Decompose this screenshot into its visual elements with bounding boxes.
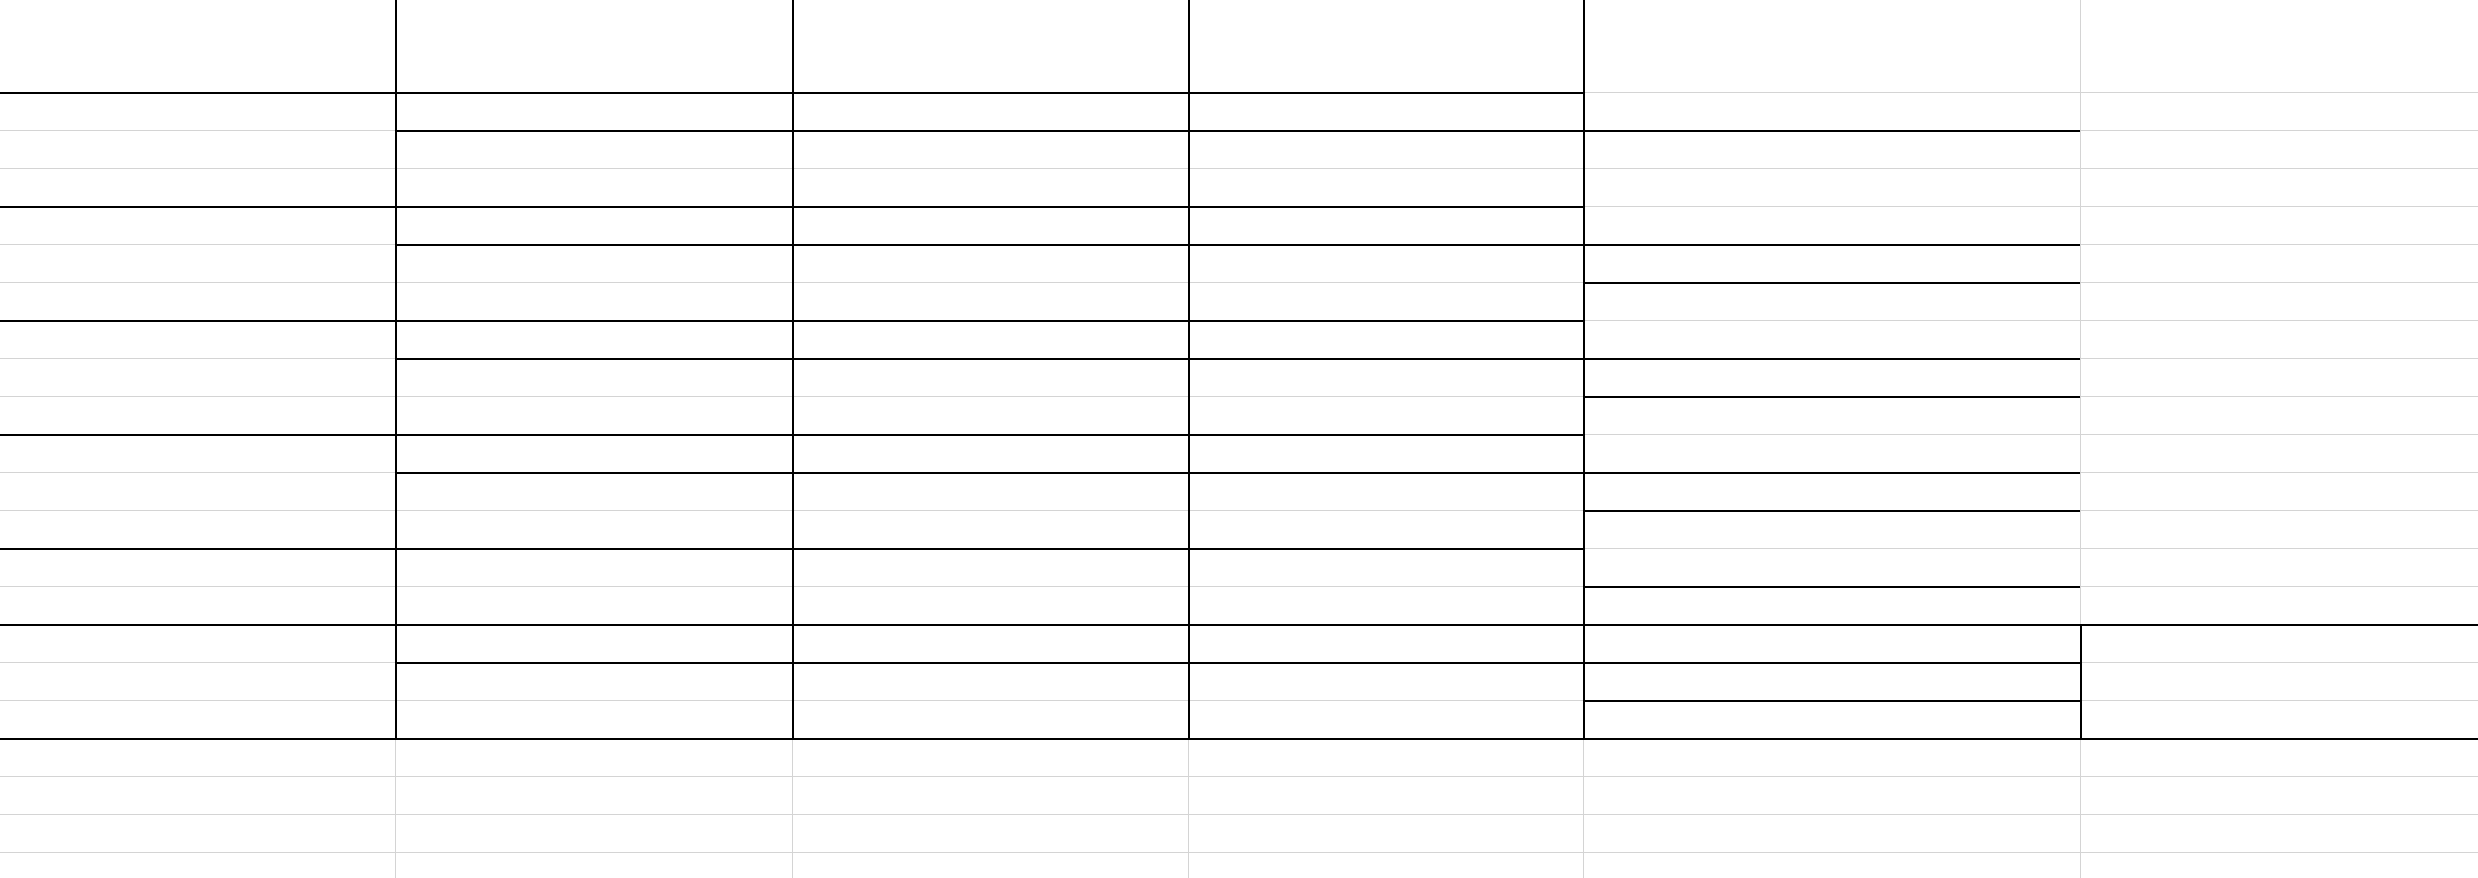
cell-risultato	[798, 177, 1184, 203]
cell-conto-con-sottorubriche	[1589, 523, 2076, 549]
cell-risultato	[798, 139, 1184, 165]
cell-risultato	[798, 443, 1184, 469]
cell-risultato	[798, 291, 1184, 317]
cell-evento	[401, 633, 788, 659]
cell-strumento	[6, 329, 391, 355]
border	[1583, 0, 1585, 738]
cell-conto-con-sottorubriche	[1589, 371, 2076, 397]
cell-strumento	[6, 519, 391, 545]
cell-risultato	[798, 519, 1184, 545]
cell-risultato	[798, 253, 1184, 279]
cell-risultato	[798, 481, 1184, 507]
cell-strumento	[6, 557, 391, 583]
border	[395, 472, 1585, 474]
border	[0, 624, 1585, 626]
cell-conto-senza-sottorubriche	[2086, 713, 2474, 739]
cell-compensazione	[1194, 633, 1579, 659]
cell-strumento	[6, 405, 391, 431]
cell-compensazione	[1194, 177, 1579, 203]
cell-risultato	[798, 101, 1184, 127]
cell-strumento	[6, 215, 391, 241]
cell-conto-senza-sottorubriche	[2086, 409, 2474, 435]
cell-conto-con-sottorubriche	[1589, 561, 2076, 587]
cell-risultato	[798, 557, 1184, 583]
border	[1583, 282, 2080, 284]
header-strumento	[6, 32, 393, 84]
cell-risultato	[798, 671, 1184, 697]
cell-conto-senza-sottorubriche	[2086, 295, 2474, 321]
cell-compensazione	[1194, 709, 1579, 735]
header-compensazione	[1194, 32, 1581, 84]
border	[1583, 738, 2080, 740]
cell-evento	[401, 291, 788, 317]
cell-conto-senza-sottorubriche	[2086, 333, 2474, 359]
header-evento	[401, 32, 790, 84]
cell-compensazione	[1194, 253, 1579, 279]
cell-compensazione	[1194, 481, 1579, 507]
cell-strumento	[6, 101, 391, 127]
border	[1583, 396, 2080, 398]
cell-evento	[401, 519, 788, 545]
cell-compensazione	[1194, 329, 1579, 355]
cell-evento	[401, 405, 788, 431]
border	[395, 244, 1585, 246]
cell-conto-senza-sottorubriche	[2086, 371, 2474, 397]
border	[792, 0, 794, 738]
cell-evento	[401, 443, 788, 469]
border	[395, 130, 1585, 132]
border	[1583, 662, 2080, 664]
cell-conto-con-sottorubriche	[1589, 599, 2076, 625]
border	[395, 0, 397, 738]
border	[0, 92, 1585, 94]
border	[1583, 244, 2080, 246]
cell-strumento	[6, 291, 391, 317]
cell-strumento	[6, 253, 391, 279]
cell-strumento	[6, 595, 391, 621]
border	[2080, 624, 2478, 626]
header-conto-con-sottorubriche	[1587, 8, 2076, 84]
cell-conto-con-sottorubriche	[1589, 257, 2076, 283]
header-conto-senza-sottorubriche	[2084, 8, 2474, 84]
cell-evento	[401, 595, 788, 621]
cell-conto-senza-sottorubriche	[2086, 257, 2474, 283]
border	[1583, 358, 2080, 360]
cell-evento	[401, 709, 788, 735]
cell-evento	[401, 481, 788, 507]
border	[1583, 624, 2080, 626]
cell-compensazione	[1194, 139, 1579, 165]
cell-conto-senza-sottorubriche	[2086, 637, 2474, 663]
border	[395, 662, 1585, 664]
cell-conto-con-sottorubriche	[1589, 447, 2076, 473]
cell-conto-con-sottorubriche	[1589, 713, 2076, 739]
cell-evento	[401, 139, 788, 165]
cell-strumento	[6, 177, 391, 203]
cell-compensazione	[1194, 405, 1579, 431]
cell-compensazione	[1194, 291, 1579, 317]
cell-conto-con-sottorubriche	[1589, 333, 2076, 359]
border	[2080, 624, 2082, 738]
border	[1583, 472, 2080, 474]
cell-strumento	[6, 709, 391, 735]
cell-risultato	[798, 633, 1184, 659]
gridline	[2080, 0, 2081, 878]
cell-conto-senza-sottorubriche	[2086, 447, 2474, 473]
cell-conto-senza-sottorubriche	[2086, 675, 2474, 701]
cell-evento	[401, 253, 788, 279]
cell-strumento	[6, 481, 391, 507]
cell-risultato	[798, 329, 1184, 355]
cell-conto-con-sottorubriche	[1589, 637, 2076, 663]
cell-conto-con-sottorubriche	[1589, 675, 2076, 701]
cell-conto-con-sottorubriche	[1589, 143, 2076, 169]
cell-conto-senza-sottorubriche	[2086, 485, 2474, 511]
cell-strumento	[6, 633, 391, 659]
cell-compensazione	[1194, 215, 1579, 241]
cell-conto-senza-sottorubriche	[2086, 143, 2474, 169]
cell-strumento	[6, 139, 391, 165]
cell-risultato	[798, 367, 1184, 393]
cell-strumento	[6, 671, 391, 697]
cell-compensazione	[1194, 101, 1579, 127]
border	[1188, 0, 1190, 738]
border	[0, 738, 1585, 740]
border	[2080, 738, 2478, 740]
cell-evento	[401, 177, 788, 203]
cell-evento	[401, 671, 788, 697]
border	[1583, 700, 2080, 702]
cell-strumento	[6, 443, 391, 469]
header-risultato	[798, 32, 1186, 84]
cell-strumento	[6, 367, 391, 393]
cell-conto-con-sottorubriche	[1589, 181, 2076, 207]
border	[1583, 510, 2080, 512]
cell-conto-senza-sottorubriche	[2086, 105, 2474, 131]
cell-risultato	[798, 709, 1184, 735]
border	[0, 320, 1585, 322]
cell-conto-senza-sottorubriche	[2086, 561, 2474, 587]
cell-compensazione	[1194, 519, 1579, 545]
border	[1583, 130, 2080, 132]
cell-conto-con-sottorubriche	[1589, 105, 2076, 131]
gridline	[0, 852, 2478, 853]
cell-evento	[401, 557, 788, 583]
cell-risultato	[798, 215, 1184, 241]
cell-conto-con-sottorubriche	[1589, 219, 2076, 245]
cell-conto-con-sottorubriche	[1589, 485, 2076, 511]
cell-compensazione	[1194, 671, 1579, 697]
gridline	[0, 814, 2478, 815]
cell-risultato	[798, 405, 1184, 431]
cell-conto-senza-sottorubriche	[2086, 219, 2474, 245]
cell-evento	[401, 329, 788, 355]
cell-conto-senza-sottorubriche	[2086, 523, 2474, 549]
cell-conto-con-sottorubriche	[1589, 295, 2076, 321]
border	[0, 434, 1585, 436]
cell-compensazione	[1194, 443, 1579, 469]
cell-compensazione	[1194, 557, 1579, 583]
cell-compensazione	[1194, 595, 1579, 621]
gridline	[0, 776, 2478, 777]
cell-evento	[401, 101, 788, 127]
cell-compensazione	[1194, 367, 1579, 393]
border	[0, 548, 1585, 550]
cell-evento	[401, 367, 788, 393]
cell-risultato	[798, 595, 1184, 621]
cell-evento	[401, 215, 788, 241]
cell-conto-senza-sottorubriche	[2086, 599, 2474, 625]
border	[395, 358, 1585, 360]
border	[1583, 586, 2080, 588]
footnote	[6, 818, 2406, 846]
border	[0, 206, 1585, 208]
cell-conto-con-sottorubriche	[1589, 409, 2076, 435]
cell-conto-senza-sottorubriche	[2086, 181, 2474, 207]
